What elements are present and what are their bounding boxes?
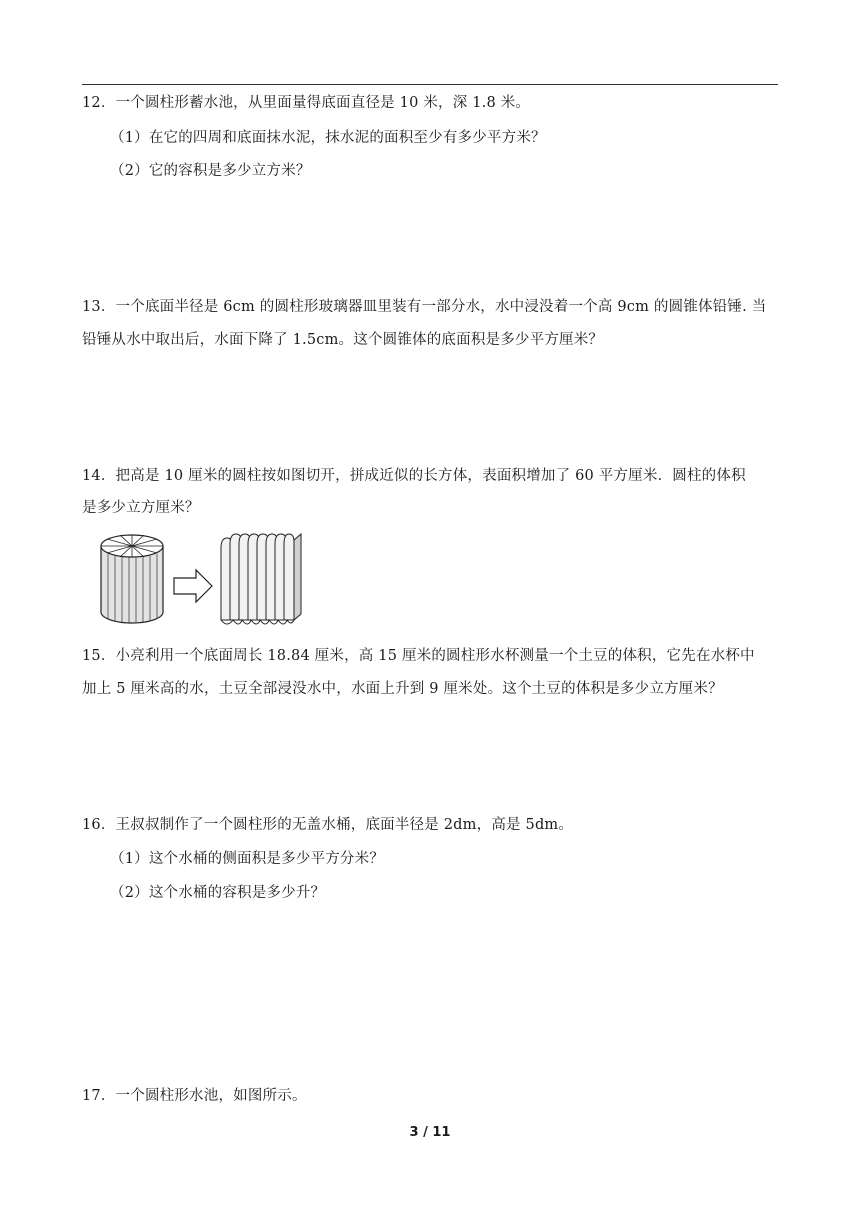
question-13-line-1: 13．一个底面半径是 6cm 的圆柱形玻璃器皿里装有一部分水，水中浸没着一个高 9cm 的圆锥体铅锤. 当 — [82, 299, 767, 315]
page-number: 3 / 11 — [409, 1125, 451, 1140]
question-16-part-1: （1）这个水桶的侧面积是多少平方分米？ — [110, 851, 385, 867]
question-12-part-1: （1）在它的四周和底面抹水泥，抹水泥的面积至少有多少平方米？ — [110, 130, 546, 146]
question-12-text: 12．一个圆柱形蓄水池，从里面量得底面直径是 10 米，深 1.8 米。 — [82, 95, 531, 111]
question-15-line-1: 15．小亮利用一个底面周长 18.84 厘米，高 15 厘米的圆柱形水杯测量一个土豆的体积，它先在水杯中 — [82, 648, 755, 664]
question-13-line-2: 铅锤从水中取出后，水面下降了 1.5cm。这个圆锥体的底面积是多少平方厘米？ — [82, 332, 604, 348]
question-14-line-2: 是多少立方厘米？ — [82, 500, 200, 516]
sliced-cylinder-icon — [101, 535, 163, 623]
cuboid-icon — [221, 534, 301, 624]
header-rule — [82, 84, 778, 85]
question-12-part-2: （2）它的容积是多少立方米？ — [110, 163, 311, 179]
question-17-text: 17．一个圆柱形水池，如图所示。 — [82, 1088, 307, 1104]
cylinder-to-cuboid-figure — [96, 528, 306, 628]
question-14-line-1: 14．把高是 10 厘米的圆柱按如图切开，拼成近似的长方体，表面积增加了 60 平方厘米．圆柱的体积 — [82, 468, 746, 484]
question-16-part-2: （2）这个水桶的容积是多少升？ — [110, 885, 326, 901]
question-15-line-2: 加上 5 厘米高的水，土豆全部浸没水中，水面上升到 9 厘米处。这个土豆的体积是多少立方厘米？ — [82, 681, 723, 697]
question-16-text: 16．王叔叔制作了一个圆柱形的无盖水桶，底面半径是 2dm，高是 5dm。 — [82, 817, 574, 833]
right-arrow-icon — [174, 570, 212, 602]
